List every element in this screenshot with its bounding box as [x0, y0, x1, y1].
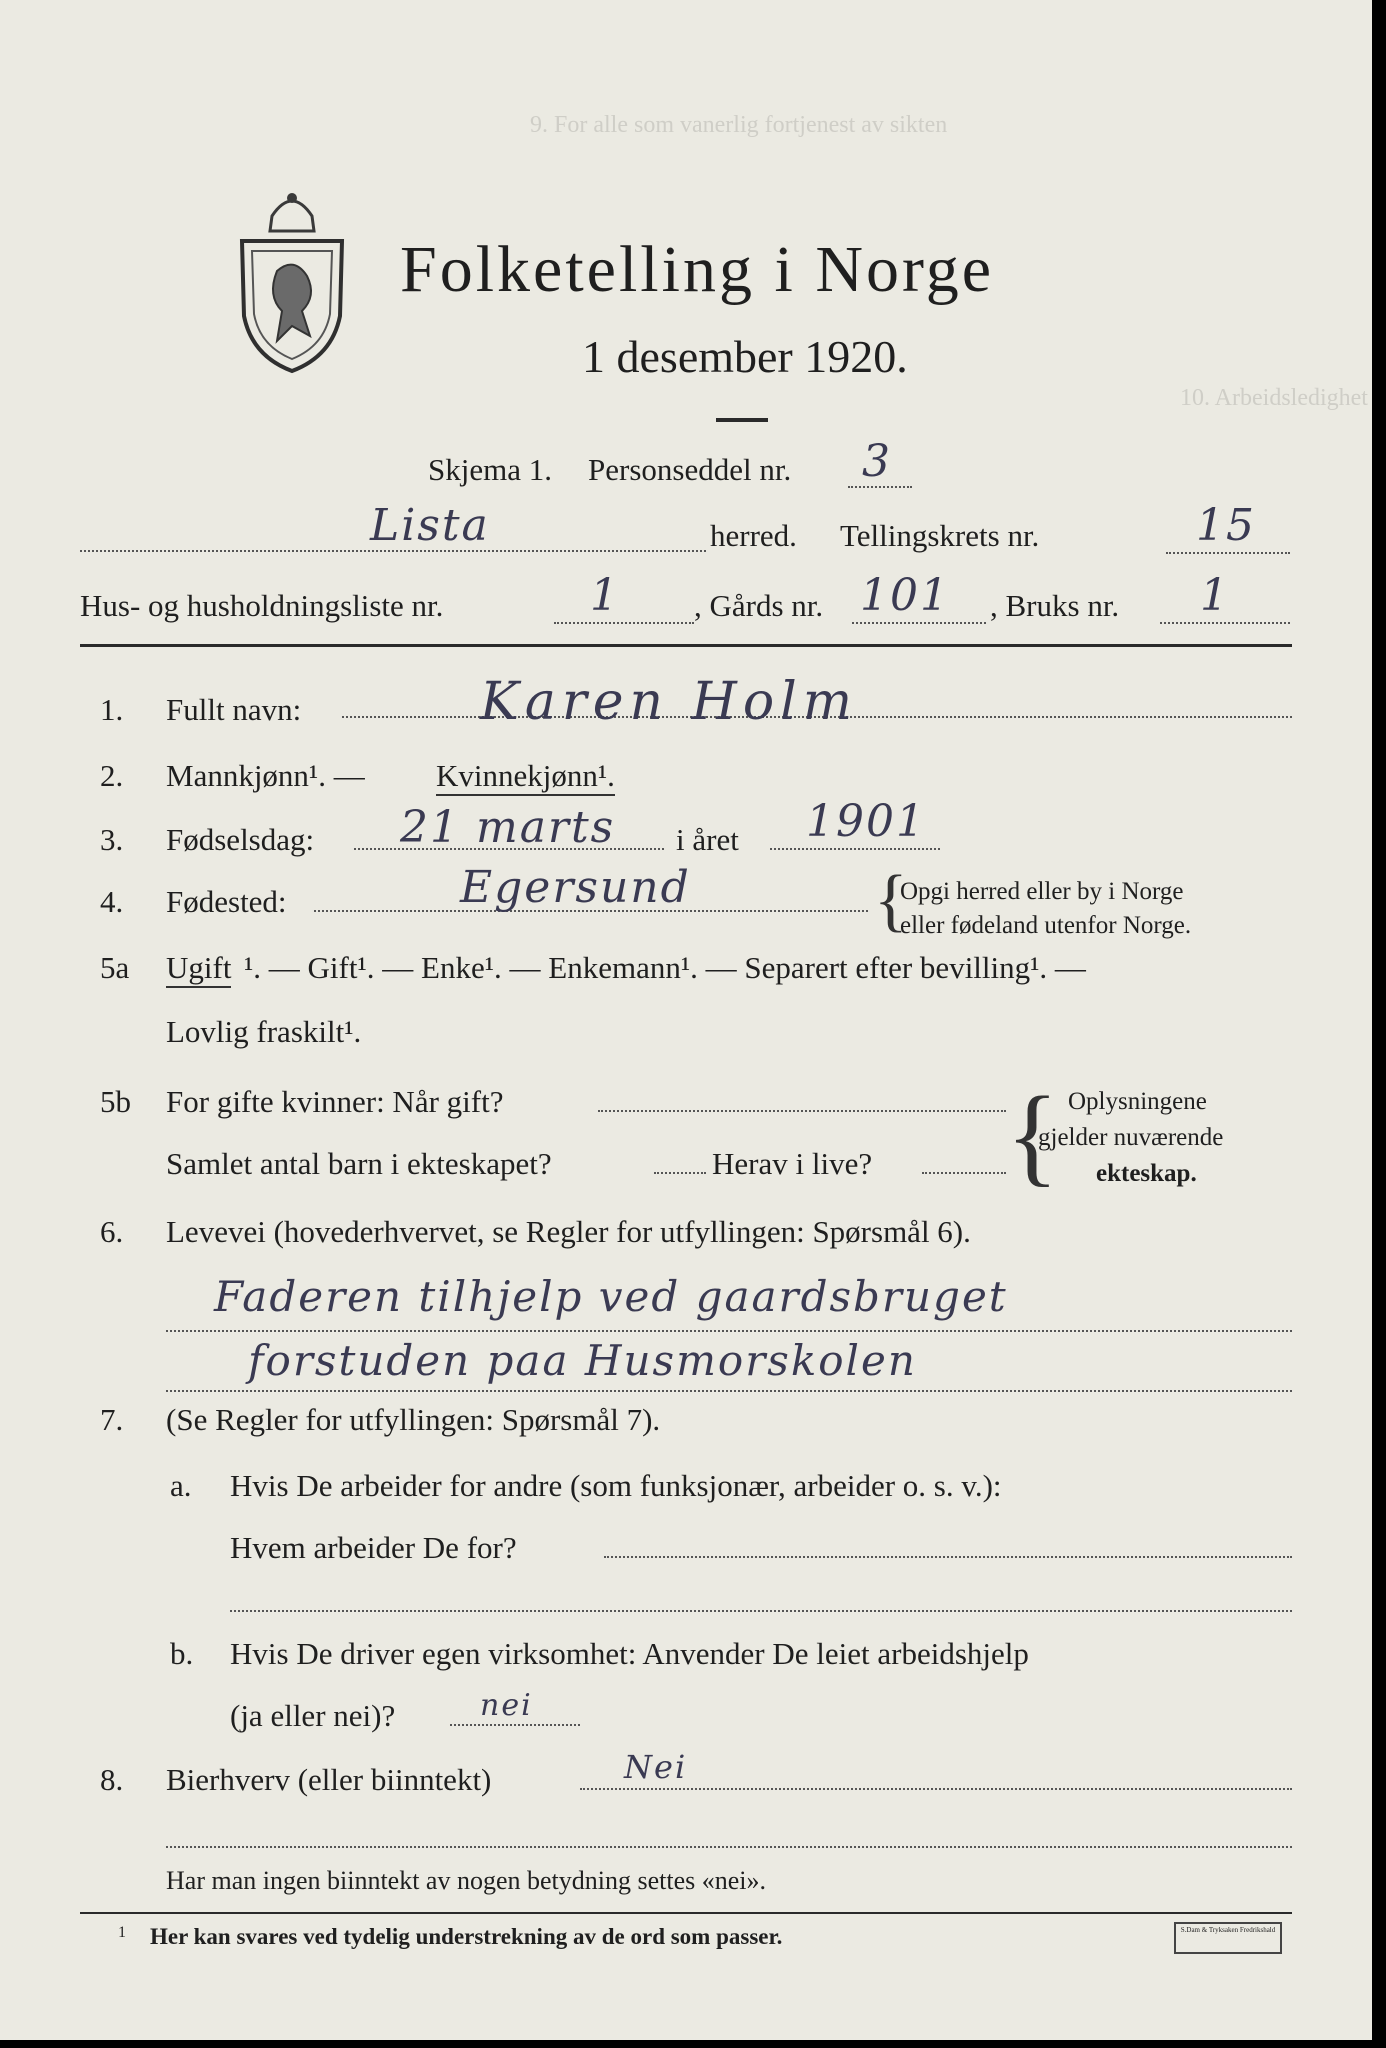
footnote-mark: 1 — [118, 1924, 126, 1941]
personseddel-nr: 3 — [862, 436, 892, 487]
side-income-value: Nei — [624, 1748, 688, 1786]
form-date: 1 desember 1920. — [582, 331, 908, 382]
bleed-through-text: 10. Arbeidsledighet — [1180, 385, 1368, 411]
schema-label: Skjema 1. — [428, 452, 552, 487]
tellingskrets-nr: 15 — [1196, 500, 1256, 551]
q4-label: Fødested: — [166, 884, 287, 919]
header-divider — [80, 644, 1292, 647]
q6-number: 6. — [100, 1214, 124, 1249]
q6-label: Levevei (hovederhvervet, se Regler for utfyllingen: Spørsmål 6). — [166, 1214, 971, 1249]
occupation-value-line1: Faderen tilhjelp ved gaardsbruget — [214, 1272, 1008, 1321]
q7-number: 7. — [100, 1402, 124, 1437]
form-title: Folketelling i Norge — [400, 233, 995, 306]
census-form-page: 9. For alle som vanerlig fortjenest av sikten 10. Arbeidsledighet Folketelling i Norge 1 desember 1920. Skjema 1. Personseddel nr. 3 Lista herred. Tellingskrets nr. 15 Hus- og husholdningsliste nr. 1 , Gårds nr. 101 , Bruks nr. 1 1. Fullt navn: Karen Holm 2. Mannkjønn¹. — Kvinnekjønn¹. 3. Fødselsdag: 21 marts i året 1901 4. Fødested: Egersund { Opgi herred eller by i Norge eller fødeland utenfor Norge. 5a Ugift ¹. — Gift¹. — Enke¹. — Enkemann¹. — Separert efter bevilling¹. — Lovlig fraskilt¹. 5b For gifte kvinner: Når gift? Samlet antal barn i ekteskapet? Herav i live? { Oplysningene gjelder nuværende ekteskap. 6. Levevei (hovederhvervet, se Regler for utfyllingen: Spørsmål 6). Faderen tilhjelp ved gaardsbruget forstuden paa Husmorskolen 7. (Se Regler for utfyllingen: Spørsmål 7). a. Hvis De arbeider for andre (som funksjonær, arbeider o. s. v.): Hvem arbeider De for? b. Hvis De driver egen virksomhet: Anvender De leiet arbeidshjelp (ja eller nei)? nei 8. Bierhverv (eller biinntekt) Nei Har man ingen biinntekt av nogen betydning settes «nei». 1 Her kan svares ved tydelig understrekning av de ord som passer. S.Dam & Tryksaken Fredrikshald — [0, 0, 1372, 2040]
q3-label: Fødselsdag: — [166, 822, 315, 857]
husholdningsliste-label: Hus- og husholdningsliste nr. — [80, 588, 444, 623]
footnote-text: Her kan svares ved tydelig understrekning av de ord som passer. — [150, 1924, 783, 1949]
ugift-option-underlined: Ugift — [166, 950, 231, 988]
q2-number: 2. — [100, 758, 124, 793]
birthplace-note-line2: eller fødeland utenfor Norge. — [900, 912, 1192, 939]
hired-help-value: nei — [480, 1688, 533, 1723]
q5b-number: 5b — [100, 1084, 131, 1119]
q7b-question: Hvis De driver egen virksomhet: Anvender De leiet arbeidshjelp — [230, 1636, 1029, 1671]
coat-of-arms-icon — [232, 176, 352, 376]
occupation-value-line2: forstuden paa Husmorskolen — [248, 1336, 917, 1385]
gards-label: , Gårds nr. — [694, 588, 824, 623]
q8-label: Bierhverv (eller biinntekt) — [166, 1762, 492, 1797]
q1-label: Fullt navn: — [166, 692, 302, 727]
children-count-label: Samlet antal barn i ekteskapet? — [166, 1146, 552, 1181]
bruks-nr: 1 — [1200, 570, 1230, 621]
birthplace-note-line1: Opgi herred eller by i Norge — [900, 878, 1184, 905]
full-name-value: Karen Holm — [480, 672, 859, 732]
q7a-employer-label: Hvem arbeider De for? — [230, 1530, 517, 1565]
q7b-letter: b. — [170, 1636, 194, 1671]
q7b-hired-help-label: (ja eller nei)? — [230, 1698, 396, 1733]
children-alive-label: Herav i live? — [712, 1146, 873, 1181]
herred-label: herred. — [710, 518, 797, 553]
no-income-instruction: Har man ingen biinntekt av nogen betydning settes «nei». — [166, 1866, 767, 1895]
tellingskrets-label: Tellingskrets nr. — [840, 518, 1040, 553]
q8-number: 8. — [100, 1762, 124, 1797]
year-label: i året — [676, 822, 739, 857]
husholdningsliste-nr: 1 — [590, 570, 620, 621]
personseddel-label: Personseddel nr. — [588, 452, 792, 487]
bruks-label: , Bruks nr. — [990, 588, 1120, 623]
q4-number: 4. — [100, 884, 124, 919]
gender-male-option: Mannkjønn¹. — — [166, 758, 365, 793]
gender-female-option-underlined: Kvinnekjønn¹. — [436, 758, 615, 796]
q1-number: 1. — [100, 692, 124, 727]
herred-value: Lista — [370, 500, 490, 551]
lovlig-fraskilt-option: Lovlig fraskilt¹. — [166, 1014, 362, 1049]
q7a-question: Hvis De arbeider for andre (som funksjonær, arbeider o. s. v.): — [230, 1468, 1002, 1503]
q7-label: (Se Regler for utfyllingen: Spørsmål 7). — [166, 1402, 661, 1437]
birth-year-value: 1901 — [806, 796, 926, 847]
marriage-note-line2: gjelder nuværende — [1038, 1124, 1224, 1151]
birth-date-value: 21 marts — [400, 802, 616, 853]
q5a-number: 5a — [100, 950, 130, 985]
birthplace-value: Egersund — [460, 862, 691, 913]
footer-divider — [80, 1912, 1292, 1914]
title-divider — [716, 418, 768, 422]
q7a-letter: a. — [170, 1468, 192, 1503]
printer-stamp: S.Dam & Tryksaken Fredrikshald — [1174, 1922, 1282, 1954]
gards-nr: 101 — [860, 570, 950, 621]
marital-options: ¹. — Gift¹. — Enke¹. — Enkemann¹. — Separert efter bevilling¹. — — [244, 950, 1086, 985]
marriage-note-line3: ekteskap. — [1096, 1160, 1197, 1187]
q3-number: 3. — [100, 822, 124, 857]
married-when-label: For gifte kvinner: Når gift? — [166, 1084, 504, 1119]
marriage-note-line1: Oplysningene — [1068, 1088, 1207, 1115]
bleed-through-text: 9. For alle som vanerlig fortjenest av sikten — [530, 112, 948, 138]
